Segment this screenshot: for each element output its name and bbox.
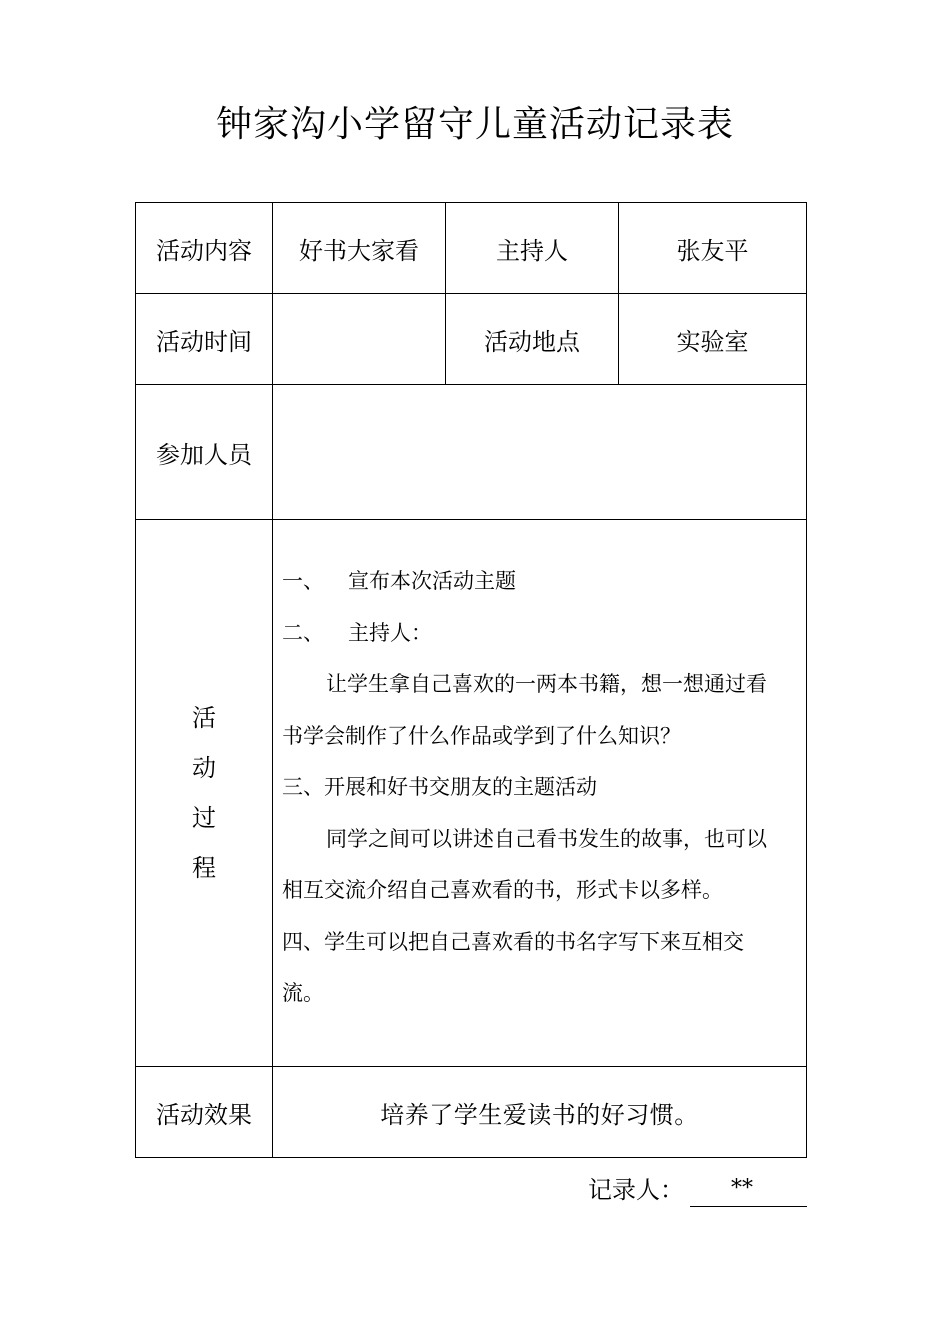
content-value: 好书大家看 — [273, 203, 446, 294]
process-label-char: 动 — [192, 754, 216, 782]
host-value: 张友平 — [619, 203, 807, 294]
table-row — [136, 294, 807, 385]
content-label: 活动内容 — [136, 203, 273, 294]
place-value: 实验室 — [619, 294, 807, 385]
place-label: 活动地点 — [446, 294, 619, 385]
process-item-number: 二、 — [282, 620, 324, 645]
activity-record-table — [135, 202, 807, 1158]
time-value — [273, 294, 446, 385]
table-row — [136, 203, 807, 294]
process-label-char: 过 — [192, 804, 216, 832]
process-label — [136, 520, 273, 1067]
process-content — [273, 520, 807, 1067]
effect-value: 培养了学生爱读书的好习惯。 — [273, 1067, 807, 1158]
process-item-4-continued: 流。 — [282, 981, 324, 1005]
table-row — [136, 520, 807, 1067]
process-item-text: 主持人： — [348, 620, 432, 645]
process-paragraph-line: 相互交流介绍自己喜欢看的书，形式卡以多样。 — [282, 878, 723, 902]
table-row — [136, 1067, 807, 1158]
participants-label: 参加人员 — [136, 385, 273, 520]
document-title: 钟家沟小学留守儿童活动记录表 — [215, 104, 734, 145]
process-paragraph-line: 书学会制作了什么作品或学到了什么知识？ — [282, 723, 681, 748]
recorder-underline — [690, 1206, 807, 1207]
effect-label: 活动效果 — [136, 1067, 273, 1158]
process-item-text: 宣布本次活动主题 — [348, 569, 516, 593]
host-label: 主持人 — [446, 203, 619, 294]
participants-value — [273, 385, 807, 520]
recorder-label: 记录人： — [588, 1176, 684, 1204]
process-item-number: 一、 — [282, 569, 324, 593]
process-label-char: 程 — [192, 854, 216, 882]
process-paragraph-line: 同学之间可以讲述自己看书发生的故事，也可以 — [326, 826, 767, 851]
process-item-2 — [282, 608, 798, 660]
time-label: 活动时间 — [136, 294, 273, 385]
recorder-value: ** — [731, 1176, 753, 1201]
process-paragraph-line: 让学生拿自己喜欢的一两本书籍，想一想通过看 — [326, 672, 767, 696]
process-label-char: 活 — [192, 704, 216, 732]
process-item-3: 三、开展和好书交朋友的主题活动 — [282, 775, 597, 799]
table-row — [136, 385, 807, 520]
process-item-4: 四、学生可以把自己喜欢看的书名字写下来互相交 — [282, 929, 744, 954]
process-item-1 — [282, 556, 798, 608]
